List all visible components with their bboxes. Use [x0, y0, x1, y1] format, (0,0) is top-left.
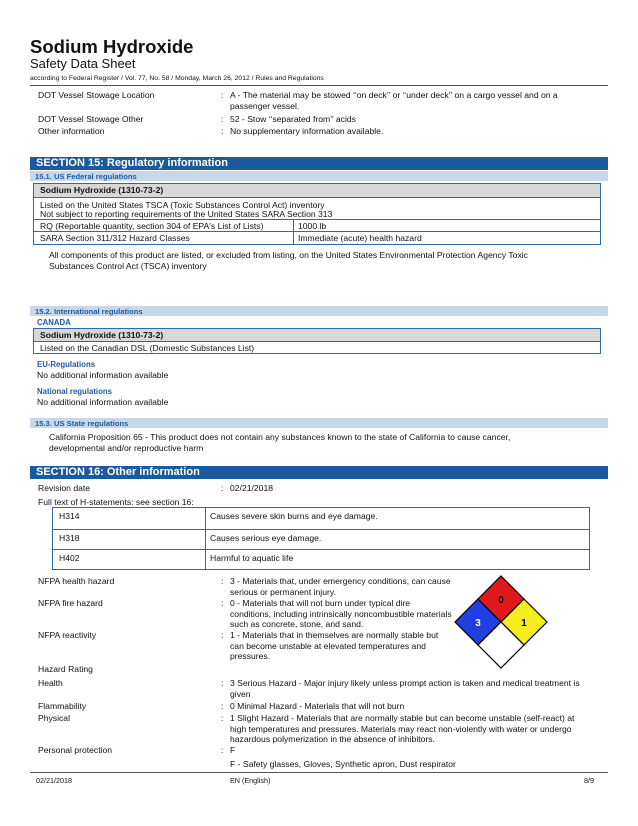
footer-divider — [30, 772, 608, 773]
h-code: H402 — [59, 553, 80, 563]
h-statements-table — [52, 507, 590, 570]
section-title: SECTION 15: Regulatory information — [36, 157, 228, 169]
row-label: Physical — [38, 713, 70, 723]
federal-regulations-box — [33, 183, 601, 245]
row-value: 0 Minimal Hazard - Materials that will not burn — [230, 701, 405, 711]
dsl-line: Listed on the Canadian DSL (Domestic Substances List) — [40, 343, 255, 353]
h-text: Causes serious eye damage. — [210, 533, 322, 543]
tsca-row — [34, 197, 600, 219]
row-colon: : — [221, 630, 224, 640]
all-components-note: All components of this product are listed, or excluded from listing, on the United States Environmental Protection Agency Toxic Substances Control Act (TSCA) inventory — [49, 250, 528, 271]
document-subtitle: Safety Data Sheet — [30, 56, 136, 71]
row-value: 52 - Stow ‘‘separated from’’ acids — [230, 114, 356, 124]
nfpa-diamond-icon — [453, 574, 549, 670]
row-colon: : — [221, 576, 224, 586]
subheader-text: 15.2. International regulations — [35, 307, 143, 316]
row-value: No supplementary information available. — [230, 126, 384, 136]
eu-regulations-label: EU-Regulations — [37, 360, 96, 369]
table-row — [53, 529, 589, 550]
row-label: Health — [38, 678, 63, 688]
cell-divider — [293, 232, 294, 244]
h-code: H318 — [59, 533, 80, 543]
rq-label: RQ (Reportable quantity, section 304 of EPA's List of Lists) — [40, 221, 264, 231]
canada-regulations-box — [33, 328, 601, 354]
international-subheader — [30, 306, 608, 316]
sara-313-line: Not subject to reporting requirements of the United States SARA Section 313 — [40, 209, 333, 219]
ppe-detail: F - Safety glasses, Gloves, Synthetic apron, Dust respirator — [230, 759, 456, 769]
row-value: 1 - Materials that in themselves are normally stable but can become unstable at elevated temperatures and pressures. — [230, 630, 439, 661]
section-title: SECTION 16: Other information — [36, 466, 200, 478]
row-label: NFPA reactivity — [38, 630, 97, 640]
rq-row — [34, 219, 600, 231]
sara-label: SARA Section 311/312 Hazard Classes — [40, 233, 190, 243]
us-state-subheader — [30, 418, 608, 428]
row-label: NFPA fire hazard — [38, 598, 103, 608]
row-label: Personal protection — [38, 745, 113, 755]
row-value: 0 - Materials that will not burn under typical dire conditions, including intrinsically noncombustible materials such as concrete, stone, and sand. — [230, 598, 452, 629]
hazard-rating-label: Hazard Rating — [38, 664, 93, 674]
sara-row — [34, 231, 600, 244]
substance-name: Sodium Hydroxide (1310-73-2) — [40, 330, 164, 340]
table-row — [53, 508, 589, 529]
h-code: H314 — [59, 511, 80, 521]
row-label: Other information — [38, 126, 105, 136]
box-header — [34, 329, 600, 341]
row-colon: : — [221, 745, 224, 755]
row-value: F — [230, 745, 236, 755]
h-text: Causes severe skin burns and eye damage. — [210, 511, 378, 521]
section-16-header — [30, 466, 608, 479]
h-text: Harmful to aquatic life — [210, 553, 294, 563]
row-value: 1 Slight Hazard - Materials that are normally stable but can become unstable (self-react) at high temperatures and pressures. Materials may react non-violently with water or undergo hazardous polymerization in the absence of inhibitors. — [230, 713, 575, 744]
row-colon: : — [221, 114, 224, 124]
row-label: DOT Vessel Stowage Location — [38, 90, 155, 100]
subheader-text: 15.1. US Federal regulations — [35, 172, 137, 181]
rq-value: 1000 lb — [298, 221, 327, 231]
substance-name: Sodium Hydroxide (1310-73-2) — [40, 185, 164, 195]
nfpa-health-value: 3 — [475, 618, 481, 629]
row-colon: : — [221, 126, 224, 136]
row-value: A - The material may be stowed ‘‘on deck’’ or ‘‘under deck’’ on a cargo vessel and on a passenger vessel. — [230, 90, 558, 111]
full-text-note: Full text of H-statements: see section 16: — [38, 497, 194, 507]
dsl-row — [34, 341, 600, 353]
row-label: DOT Vessel Stowage Other — [38, 114, 144, 124]
box-header — [34, 184, 600, 197]
cell-divider — [293, 220, 294, 231]
row-colon: : — [221, 598, 224, 608]
eu-regulations-text: No additional information available — [37, 370, 169, 380]
row-colon: : — [221, 701, 224, 711]
sara-value: Immediate (acute) health hazard — [298, 233, 422, 243]
row-value: 3 - Materials that, under emergency conditions, can cause serious or permanent injury. — [230, 576, 451, 597]
document-title: Sodium Hydroxide — [30, 36, 194, 57]
footer-page: 8/9 — [584, 776, 594, 785]
us-federal-subheader — [30, 171, 608, 181]
revision-date-label: Revision date — [38, 483, 91, 493]
nfpa-reactivity-value: 1 — [521, 618, 527, 629]
canada-label: CANADA — [37, 318, 71, 327]
prop65-text: California Proposition 65 - This product does not contain any substances known to the state of California to cause cancer, developmental and/or reproductive harm — [49, 432, 511, 453]
row-colon: : — [221, 713, 224, 723]
subheader-text: 15.3. US State regulations — [35, 419, 129, 428]
footer-language: EN (English) — [230, 776, 271, 785]
row-colon: : — [221, 90, 224, 100]
revision-date-value: 02/21/2018 — [230, 483, 274, 493]
tsca-line: Listed on the United States TSCA (Toxic Substances Control Act) inventory — [40, 200, 325, 210]
row-label: Flammability — [38, 701, 87, 711]
regulation-line: according to Federal Register / Vol. 77, No. 58 / Monday, March 26, 2012 / Rules and Regulations — [30, 75, 324, 82]
table-row — [53, 549, 589, 570]
row-colon: : — [221, 483, 224, 493]
row-value: 3 Serious Hazard - Major injury likely unless prompt action is taken and medical treatment is given — [230, 678, 580, 699]
nfpa-fire-value: 0 — [498, 595, 504, 606]
row-colon: : — [221, 678, 224, 688]
section-15-header — [30, 157, 608, 170]
footer-date: 02/21/2018 — [36, 776, 72, 785]
header-divider — [30, 85, 608, 86]
row-label: NFPA health hazard — [38, 576, 115, 586]
national-regulations-label: National regulations — [37, 387, 112, 396]
national-regulations-text: No additional information available — [37, 397, 169, 407]
